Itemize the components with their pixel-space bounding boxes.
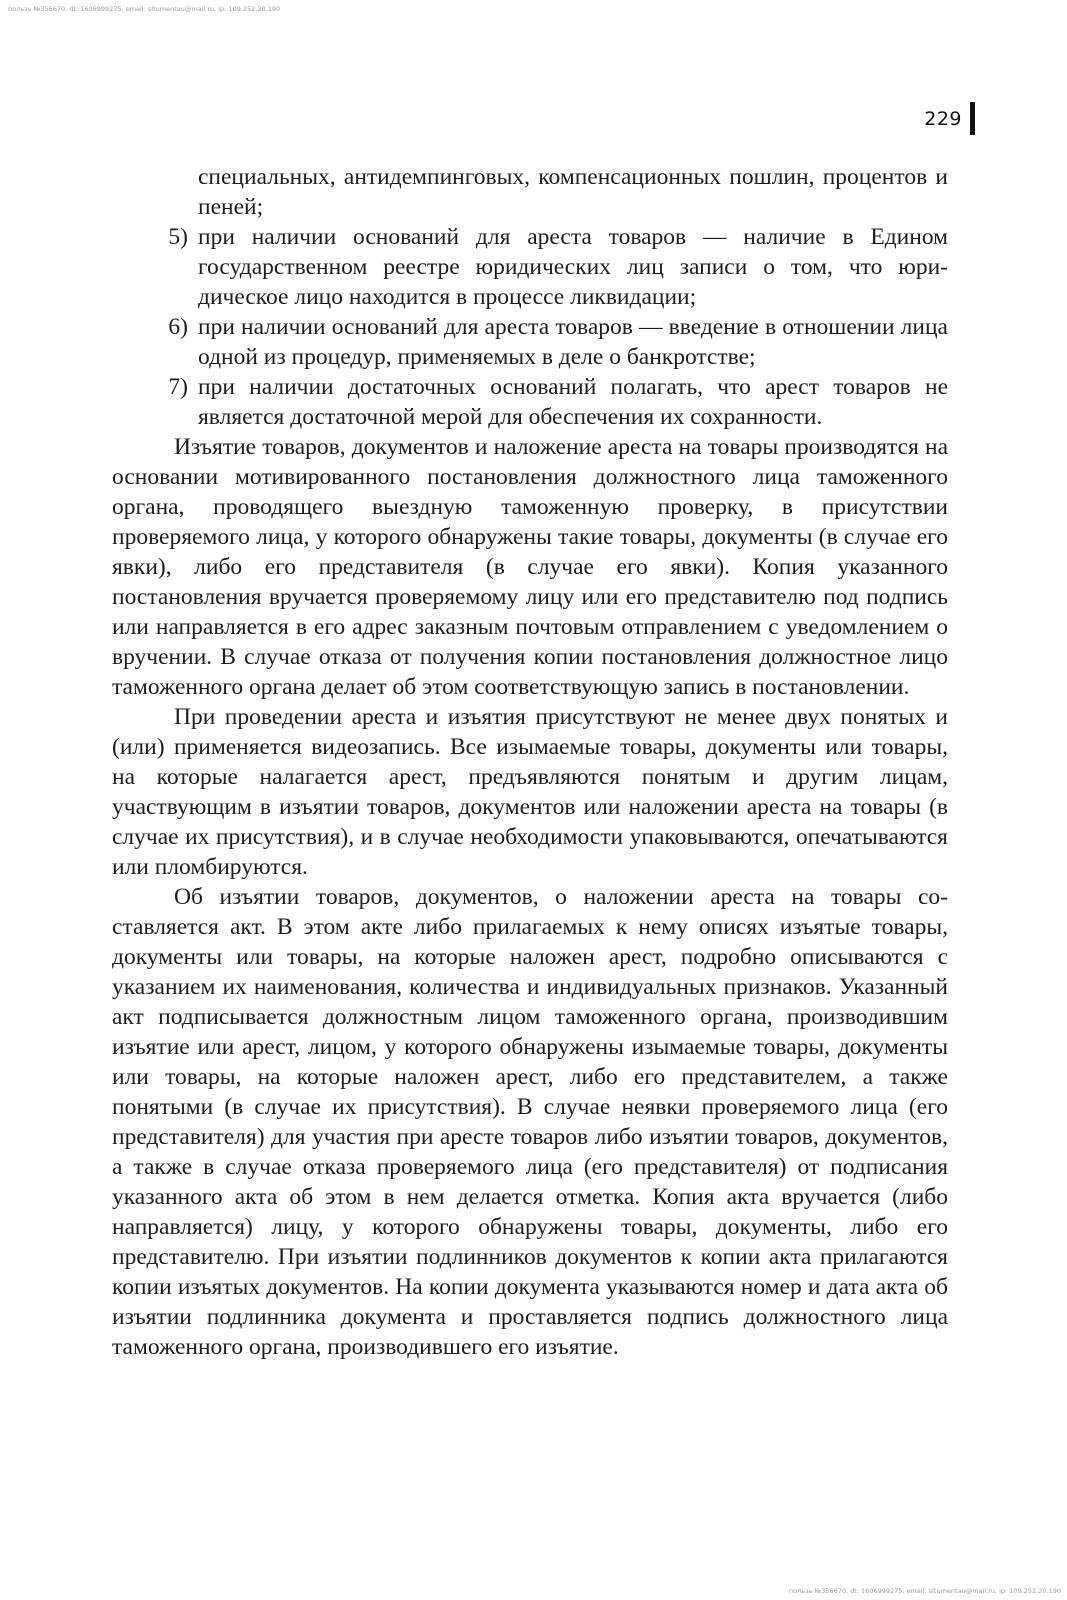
page-marker-bar: [970, 102, 975, 135]
page-body: [112, 162, 948, 1362]
list-item-text: при наличии достаточных оснований полагать, что арест товаров не является достаточной мерой для обеспечения их сохранности.: [198, 374, 948, 430]
list-item-number: 5): [168, 224, 188, 250]
page-number: 229: [924, 107, 962, 130]
list-item-5: [112, 222, 948, 312]
watermark-top: пользь №356670, dt: 1606999275, email: sltumentau@mail.ru, ip: 109.252.20.190: [8, 5, 281, 13]
list-item-number: 7): [168, 374, 188, 400]
paragraph-seizure-basis: Изъятие товаров, документов и наложение ареста на товары производятся на основании мотивированного постановления должностного лица таможенного органа, проводящего выездную таможенную проверку, в присутствии проверяемого лица, у которого обнаружены такие товары, документы (в случае его явки), либо его представителя (в случае его явки). Копия указанного постановления вручается проверяемому лицу или его представителю под подпись или направляется в его адрес заказным почтовым отправлением с уведомлением о вручении. В случае отказа от получения копии постановления должностное лицо таможенного органа делает об этом соответствующую запись в постановлении.: [112, 434, 948, 700]
list-item-7: [112, 372, 948, 432]
list-item-continuation: специальных, антидемпинговых, компенсационных пошлин, процентов и пеней;: [198, 164, 948, 220]
watermark-bottom: пользь №356670, dt: 1606999275, email: sltumentau@mail.ru, ip: 109.252.20.190: [788, 1587, 1061, 1595]
list-item-6: [112, 312, 948, 372]
list-item-text: при наличии оснований для ареста товаров — наличие в Едином государственном реестре юридических лиц записи о том, что юридическое лицо находится в процессе ликвидации;: [198, 224, 948, 310]
list-item-number: 6): [168, 314, 188, 340]
list-item-text: при наличии оснований для ареста товаров — введение в отношении лица одной из процедур, применяемых в деле о банкротстве;: [198, 314, 948, 370]
paragraph-seizure-act: Об изъятии товаров, документов, о наложении ареста на товары составляется акт. В этом акте либо прилагаемых к нему описях изъятые товары, документы или товары, на которые наложен арест, подробно описываются с указанием их наименования, количества и индивидуальных признаков. Указанный акт подписывается должностным лицом таможенного органа, производившим изъятие или арест, лицом, у которого обнаружены изымаемые товары, документы или товары, на которые наложен арест, либо его представителем, а также понятыми (в случае их присутствия). В случае неявки проверяемого лица (его представителя) для участия при аресте товаров либо изъятии товаров, документов, а также в случае отказа проверяемого лица (его представителя) от подписания указанного акта об этом в нем делается отметка. Копия акта вручается (либо направляется) лицу, у которого обнаружены товары, документы, либо его представителю. При изъятии подлинников документов к копии акта прилагаются копии изъятых документов. На копии документа указываются номер и дата акта об изъятии подлинника документа и проставляется подпись должностного лица таможенного органа, производившего его изъятие.: [112, 884, 948, 1360]
paragraph-witnesses: При проведении ареста и изъятия присутствуют не менее двух понятых и (или) применяется видеозапись. Все изымаемые товары, документы или товары, на которые налагается арест, предъявляются понятым и другим лицам, участвующим в изъятии товаров, документов или наложении ареста на товары (в случае их присутствия), и в случае необходимости упаковываются, опечатываются или пломбируются.: [112, 704, 948, 880]
page-header: [924, 102, 975, 135]
